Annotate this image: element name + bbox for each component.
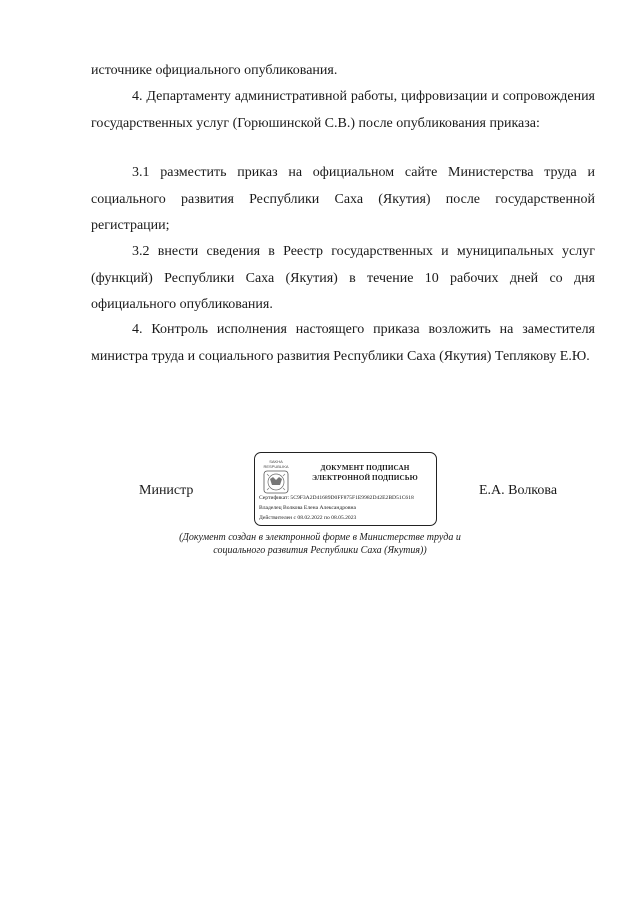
electronic-form-note: (Документ создан в электронной форме в Министерстве труда и социального развития Республики Саха (Якутия)) [179,532,461,556]
signer-position: Министр [139,483,194,498]
svg-text:RESPUBLIKA: RESPUBLIKA [263,464,289,469]
paragraph-item-4-department: 4. Департаменту административной работы, цифровизации и сопровождения государственных услуг (Горюшинской С.В.) после опубликования приказа: [91,89,595,131]
paragraph-item-3-2: 3.2 внести сведения в Реестр государственных и муниципальных услуг (функций) Республики Саха (Якутия) в течение 10 рабочих дней со дня официального опубликования. [91,244,595,312]
electronic-signature-stamp [254,452,437,526]
stamp-owner: Владелец Волкова Елена Александровна [259,505,356,511]
paragraph-continuation: источнике официального опубликования. [91,63,338,78]
emblem-label: SAKHA [269,459,283,464]
stamp-heading: ДОКУМЕНТ ПОДПИСАН ЭЛЕКТРОННОЙ ПОДПИСЬЮ [312,464,418,482]
paragraph-item-3-1: 3.1 разместить приказ на официальном сайте Министерства труда и социального развития Республики Саха (Якутия) после государственной регистрации; [91,165,595,233]
paragraph-item-4-control: 4. Контроль исполнения настоящего приказа возложить на заместителя министра труда и социального развития Республики Саха (Якутия) Теплякову Е.Ю. [91,322,595,364]
stamp-certificate: Сертификат: 5C9F3A2D41689D0FF875F1E9982D42E2BD51C618 [259,495,414,501]
stamp-validity: Действителен с 08.02.2022 по 08.05.2023 [259,515,357,521]
signer-name: Е.А. Волкова [479,483,558,498]
signature-block [0,450,640,530]
